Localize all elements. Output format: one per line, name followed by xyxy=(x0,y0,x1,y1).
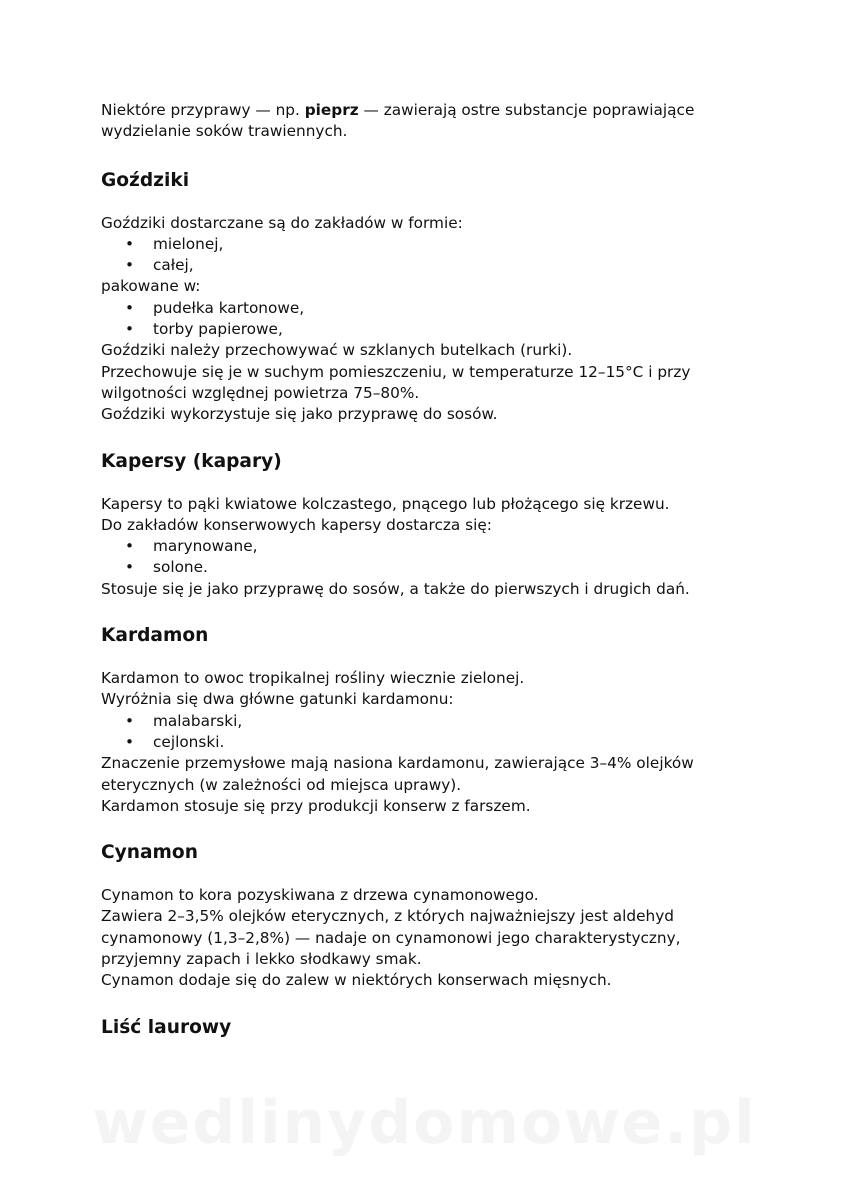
bullet-icon: • xyxy=(125,234,135,253)
section-title-gozdziki: Goździki xyxy=(101,169,190,191)
paragraph: pakowane w: xyxy=(101,277,201,296)
bullet-icon: • xyxy=(125,537,135,556)
list-item xyxy=(101,557,761,578)
paragraph: Goździki należy przechowywać w szklanych butelkach (rurki). xyxy=(101,341,573,360)
section-title-cynamon: Cynamon xyxy=(101,842,198,864)
list-item xyxy=(101,298,761,319)
intro-bold-term: pieprz xyxy=(304,101,359,119)
bullet-list xyxy=(101,711,761,754)
section-title-kapersy: Kapersy (kapary) xyxy=(101,450,282,472)
list-item-text: marynowane, xyxy=(153,537,258,556)
paragraph: Przechowuje się je w suchym pomieszczeniu, w temperaturze 12–15°C i przy wilgotności względnej powietrza 75–80%. xyxy=(101,362,691,402)
paragraph: Kardamon stosuje się przy produkcji konserw z farszem. xyxy=(101,796,531,815)
list-item xyxy=(101,732,761,753)
intro-paragraph xyxy=(101,100,761,143)
paragraph: Do zakładów konserwowych kapersy dostarcza się: xyxy=(101,515,492,534)
paragraph: Goździki dostarczane są do zakładów w formie: xyxy=(101,213,463,232)
paragraph: Zawiera 2–3,5% olejków eterycznych, z których najważniejszy jest aldehyd cynamonowy (1,3–2,8%) — nadaje on cynamonowi jego charakterystyczny, przyjemny zapach i lekko słodkawy smak. xyxy=(101,907,681,969)
bullet-icon: • xyxy=(125,256,135,275)
section-gozdziki xyxy=(101,213,761,426)
bullet-list-forms xyxy=(101,234,761,277)
paragraph: Wyróżnia się dwa główne gatunki kardamonu: xyxy=(101,690,454,709)
paragraph: Cynamon to kora pozyskiwana z drzewa cynamonowego. xyxy=(101,886,539,905)
list-item-text: mielonej, xyxy=(153,234,224,253)
list-item xyxy=(101,319,761,340)
intro-text-start: Niektóre przyprawy — np. xyxy=(101,101,305,119)
list-item xyxy=(101,536,761,557)
section-kapersy xyxy=(101,494,761,600)
section-kardamon xyxy=(101,668,761,817)
list-item-text: torby papierowe, xyxy=(153,320,283,339)
list-item-text: całej, xyxy=(153,256,194,275)
list-item-text: pudełka kartonowe, xyxy=(153,298,305,317)
list-item xyxy=(101,255,761,276)
section-cynamon xyxy=(101,885,761,991)
bullet-list xyxy=(101,536,761,579)
list-item xyxy=(101,234,761,255)
paragraph: Znaczenie przemysłowe mają nasiona kardamonu, zawierające 3–4% olejków eterycznych (w zależności od miejsca uprawy). xyxy=(101,754,694,794)
document-page xyxy=(101,100,761,1060)
section-title-kardamon: Kardamon xyxy=(101,625,209,647)
list-item-text: solone. xyxy=(153,558,208,577)
paragraph: Kardamon to owoc tropikalnej rośliny wiecznie zielonej. xyxy=(101,669,525,688)
watermark-logo: wedlinydomowe.pl xyxy=(92,1088,757,1158)
list-item xyxy=(101,711,761,732)
bullet-icon: • xyxy=(125,558,135,577)
bullet-icon: • xyxy=(125,320,135,339)
paragraph: Goździki wykorzystuje się jako przyprawę do sosów. xyxy=(101,405,498,424)
list-item-text: cejlonski. xyxy=(153,732,225,751)
intro-text-end: — zawierają ostre substancje poprawiające wydzielanie soków trawiennych. xyxy=(101,101,695,141)
list-item-text: malabarski, xyxy=(153,711,243,730)
paragraph: Cynamon dodaje się do zalew w niektórych konserwach mięsnych. xyxy=(101,971,612,990)
section-title-lisc-laurowy: Liść laurowy xyxy=(101,1016,232,1038)
bullet-list-packaging xyxy=(101,298,761,341)
bullet-icon: • xyxy=(125,711,135,730)
bullet-icon: • xyxy=(125,732,135,751)
paragraph: Stosuje się je jako przyprawę do sosów, a także do pierwszych i drugich dań. xyxy=(101,579,690,598)
paragraph: Kapersy to pąki kwiatowe kolczastego, pnącego lub płożącego się krzewu. xyxy=(101,494,670,513)
bullet-icon: • xyxy=(125,298,135,317)
